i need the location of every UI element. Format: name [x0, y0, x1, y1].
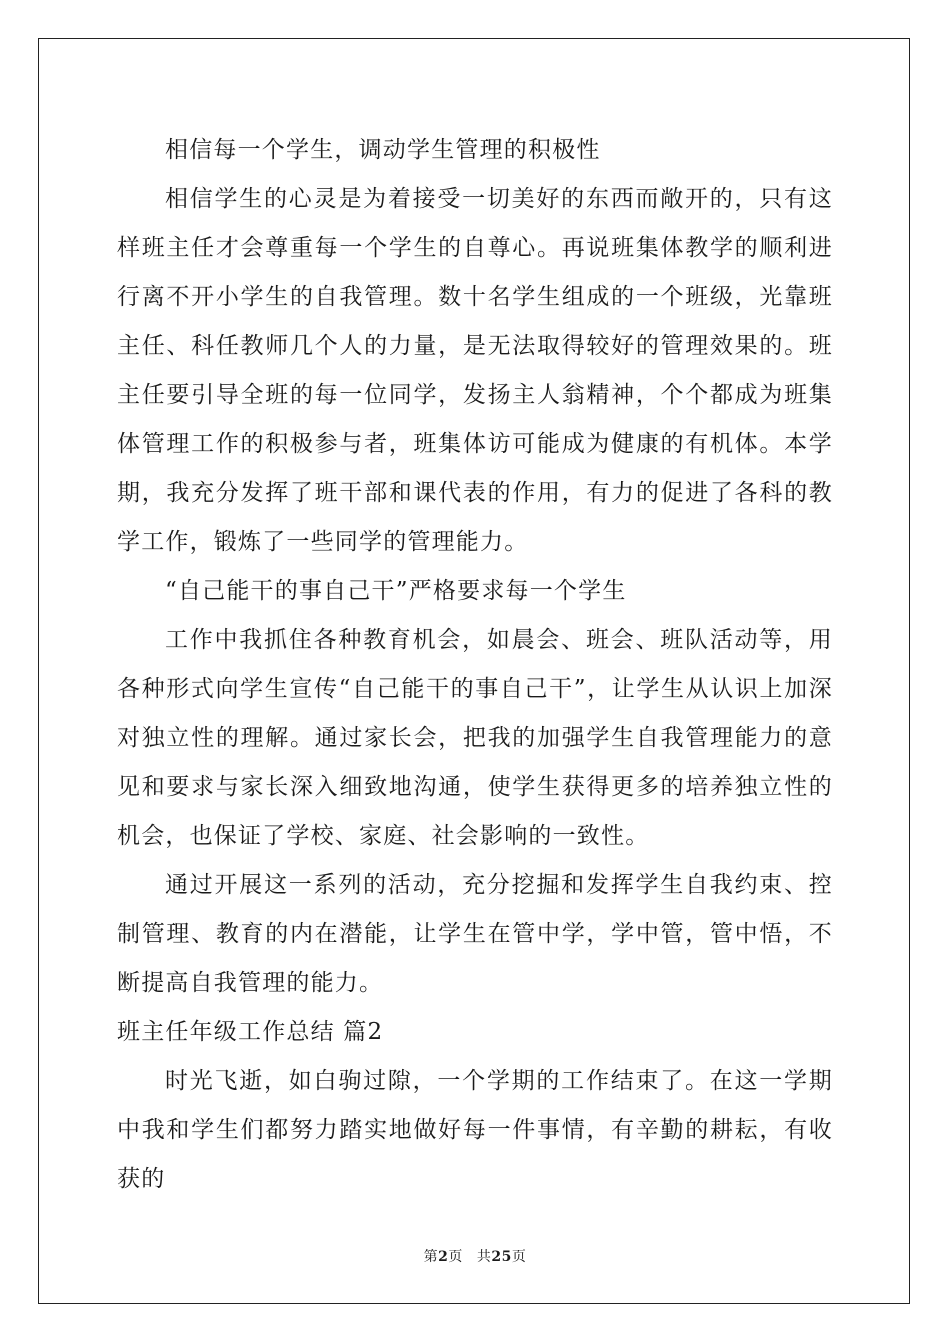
section-heading: 班主任年级工作总结 篇2 [117, 1019, 384, 1045]
total-unit: 页 [511, 1249, 527, 1265]
paragraph-body-4: 时光飞逝，如白驹过隙，一个学期的工作结束了。在这一学期中我和学生们都努力踏实地做好每一件事情，有辛勤的耕耘，有收获的 [117, 1068, 833, 1192]
paragraph-subheading-1: 相信每一个学生，调动学生管理的积极性 [165, 137, 601, 163]
paragraph-body-1: 相信学生的心灵是为着接受一切美好的东西而敞开的，只有这样班主任才会尊重每一个学生的自尊心。再说班集体教学的顺利进行离不开小学生的自我管理。数十名学生组成的一个班级，光靠班主任、科任教师几个人的力量，是无法取得较好的管理效果的。班主任要引导全班的每一位同学，发扬主人翁精神，个个都成为班集体管理工作的积极参与者，班集体访可能成为健康的有机体。本学期，我充分发挥了班干部和课代表的作用，有力的促进了各科的教学工作，锻炼了一些同学的管理能力。 [117, 186, 833, 555]
document-body [117, 126, 833, 1204]
paragraph-body-2: 工作中我抓住各种教育机会，如晨会、班会、班队活动等，用各种形式向学生宣传“自己能干的事自己干”，让学生从认识上加深对独立性的理解。通过家长会，把我的加强学生自我管理能力的意见和要求与家长深入细致地沟通，使学生获得更多的培养独立性的机会，也保证了学校、家庭、社会影响的一致性。 [117, 627, 833, 849]
page-footer [0, 1247, 950, 1267]
page-prefix: 第 [423, 1249, 439, 1265]
page-current: 2 [438, 1249, 449, 1265]
page-unit: 页 [448, 1249, 463, 1265]
page-total: 25 [491, 1249, 512, 1265]
paragraph-body-3: 通过开展这一系列的活动，充分挖掘和发挥学生自我约束、控制管理、教育的内在潜能，让学生在管中学，学中管，管中悟，不断提高自我管理的能力。 [117, 872, 833, 996]
total-prefix: 共 [476, 1249, 492, 1265]
paragraph-subheading-2: “自己能干的事自己干”严格要求每一个学生 [165, 578, 627, 604]
